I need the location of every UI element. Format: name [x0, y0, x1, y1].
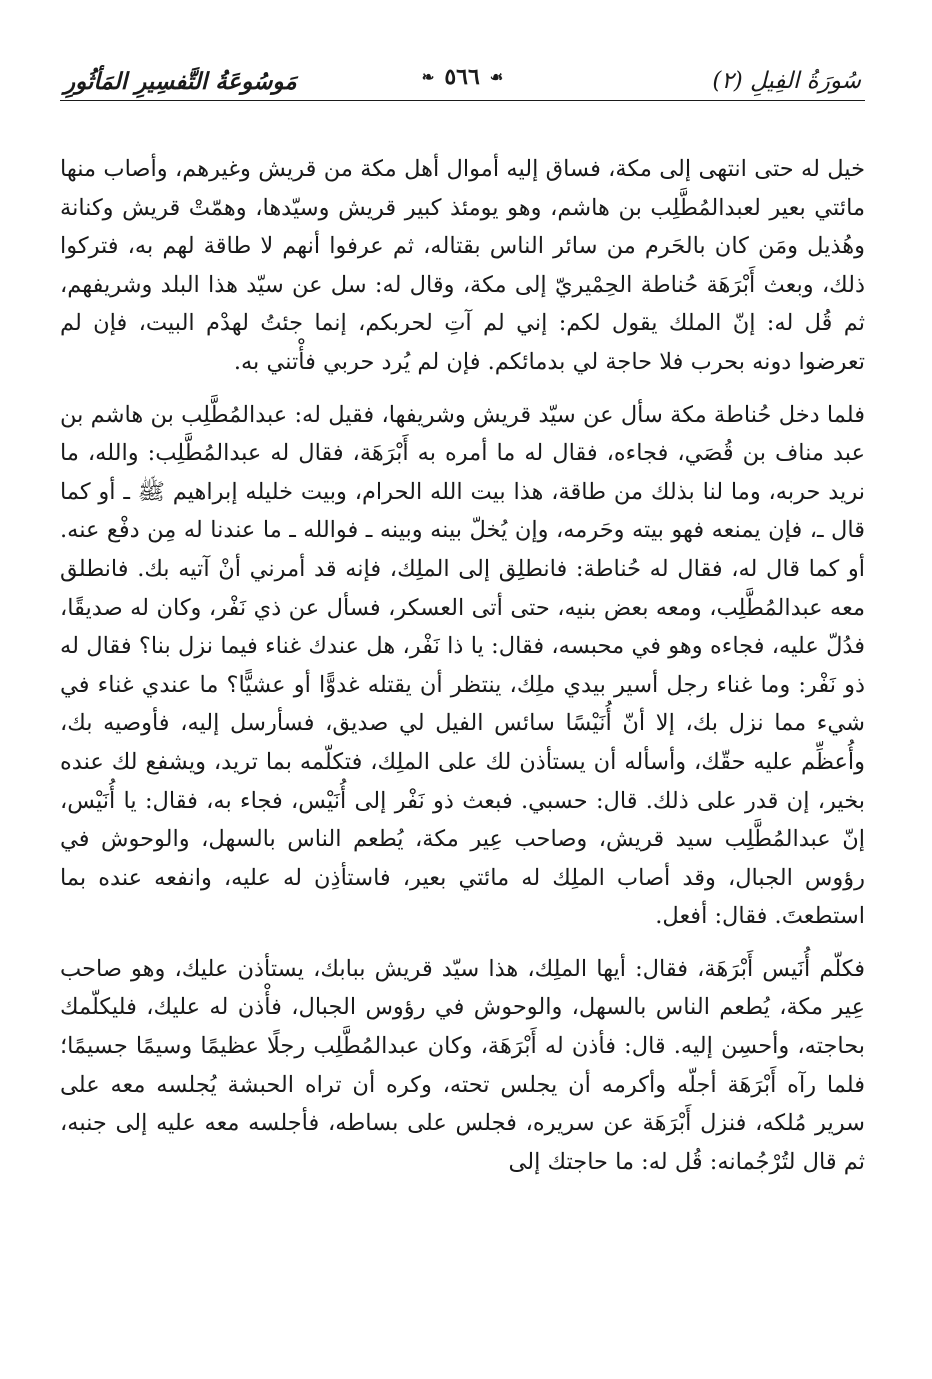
- page-number-group: [422, 64, 503, 90]
- book-title: مَوسُوعَةُ التَّفسِيرِ المَأثُورِ: [64, 68, 297, 95]
- page-body: [60, 150, 865, 1181]
- ornament-left-icon: ❧: [421, 67, 435, 86]
- page-header: [60, 62, 865, 114]
- paragraph-3: فكلّم أُنَيس أَبْرَهَة، فقال: أيها الملِك، هذا سيّد قريش ببابك، يستأذن عليك، وهو صاحب عِير مكة، يُطعم الناس بالسهل، والوحوش في رؤوس الجبال، فأْذن له عليك، فليكلّمك بحاجته، وأحسِن إليه. قال: فأذن له أَبْرَهَة، وكان عبدالمُطَّلِب رجلًا عظيمًا وسيمًا جسيمًا؛ فلما رآه أَبْرَهَة أجلّه وأكرمه أن يجلس تحته، وكره أن تراه الحبشة يُجلسه معه على سرير مُلكه، فنزل أَبْرَهَة عن سريره، فجلس على بساطه، فأجلسه معه عليه إلى جنبه، ثم قال لتُرْجُمانه: قُل له: ما حاجتك إلى: [60, 955, 865, 1175]
- book-page: [60, 62, 865, 1352]
- page-number: ٥٦٦: [444, 64, 480, 90]
- ornament-right-icon: ☙: [489, 67, 504, 86]
- paragraph-2: فلما دخل حُناطة مكة سأل عن سيّد قريش وشريفها، فقيل له: عبدالمُطَّلِب بن هاشم بن عبد مناف بن قُصَي، فجاءه، فقال له ما أمره به أَبْرَهَة، فقال له عبدالمُطَّلِب: والله، ما نريد حربه، وما لنا بذلك من طاقة، هذا بيت الله الحرام، وبيت خليله إبراهيم ﷺ ـ أو كما قال ـ، فإن يمنعه فهو بيته وحَرمه، وإن يُخلّ بينه وبينه ـ فوالله ـ ما عندنا له مِن دفْع عنه. أو كما قال له، فقال له حُناطة: فانطلِق إلى الملِك، فإنه قد أمرني أنْ آتيه بك. فانطلق معه عبدالمُطَّلِب، ومعه بعض بنيه، حتى أتى العسكر، فسأل عن ذي نَفْر، وكان له صديقًا، فدُلّ عليه، فجاءه وهو في محبسه، فقال: يا ذا نَفْر، هل عندك غناء فيما نزل بنا؟ فقال له ذو نَفْر: وما غناء رجل أسير بيدي ملِك، ينتظر أن يقتله غدوًّا أو عشيًّا؟ ما عندي غناء في شيء مما نزل بك، إلا أنّ أُنَيْسًا سائس الفيل لي صديق، فسأرسل إليه، فأوصيه بك، وأُعظِّم عليه حقّك، وأسأله أن يستأذن لك على الملِك، فتكلّمه بما تريد، ويشفع لك عنده بخير، إن قدر على ذلك. قال: حسبي. فبعث ذو نَفْر إلى أُنَيْس، فجاء به، فقال: يا أُنَيْس، إنّ عبدالمُطَّلِب سيد قريش، وصاحب عِير مكة، يُطعم الناس بالسهل، والوحوش في رؤوس الجبال، وقد أصاب الملِك له مائتي بعير، فاستأذِن له عليه، وانفعه عنده بما استطعتَ. فقال: أفعل.: [60, 401, 865, 930]
- header-rule: [60, 100, 865, 101]
- paragraph-1: خيل له حتى انتهى إلى مكة، فساق إليه أموال أهل مكة من قريش وغيرهم، وأصاب منها مائتي بعير لعبدالمُطَّلِب بن هاشم، وهو يومئذ كبير قريش وسيّدها، وهمّتْ قريش وكنانة وهُذيل ومَن كان بالحَرم من سائر الناس بقتاله، ثم عرفوا أنهم لا طاقة لهم به، فتركوا ذلك، وبعث أَبْرَهَة حُناطة الحِمْيريّ إلى مكة، وقال له: سل عن سيّد هذا البلد وشريفهم، ثم قُل له: إنّ الملك يقول لكم: إني لم آتِ لحربكم، إنما جئتُ لهدْم البيت، فإن لم تعرضوا دونه بحرب فلا حاجة لي بدمائكم. فإن لم يُرد حربي فأْتني به.: [60, 156, 865, 375]
- surah-title: سُورَةُ الفِيلِ (٢): [712, 68, 861, 94]
